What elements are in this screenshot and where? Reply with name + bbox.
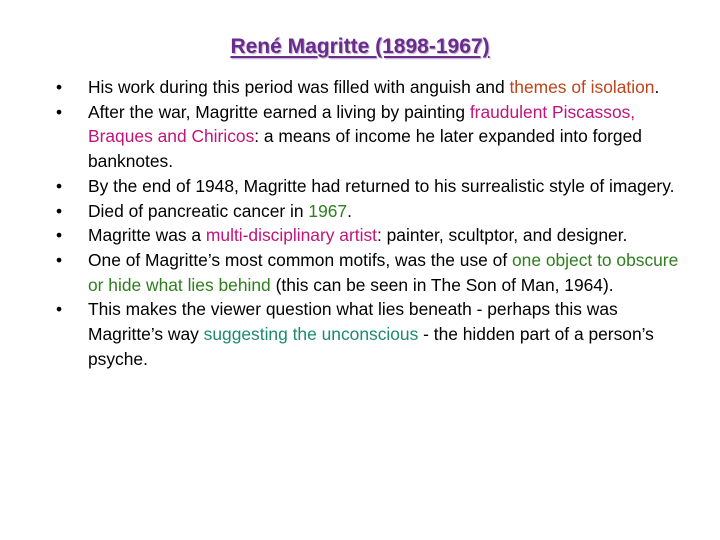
bullet-dot-icon: • xyxy=(56,249,63,270)
bullet-text: - the hidden part of a person’s psyche. xyxy=(88,324,654,369)
bullet-text: This makes the viewer question what lies beneath - perhaps this was Magritte’s way xyxy=(88,299,618,345)
bullet-text: By the end of 1948, Magritte had returned to his surrealistic style of imagery. xyxy=(88,175,675,196)
bullet-dot-icon: • xyxy=(56,175,63,196)
bullet-item xyxy=(54,174,694,199)
bullet-text: His work during this period was filled with anguish and xyxy=(88,77,510,97)
bullet-list xyxy=(54,75,694,371)
highlight-text: one object to obscure or hide what lies behind xyxy=(88,249,679,295)
bullet-text: Died of pancreatic cancer in xyxy=(88,200,309,221)
bullet-dot-icon: • xyxy=(56,225,63,246)
bullet-text: Magritte was a xyxy=(88,225,206,246)
bullet-dot-icon: • xyxy=(56,200,63,221)
bullet-text: : a means of income he later expanded into forged banknotes. xyxy=(88,126,642,172)
bullet-text: After the war, Magritte earned a living by painting xyxy=(88,101,470,122)
bullet-item xyxy=(54,223,694,248)
bullet-dot-icon: • xyxy=(56,77,63,97)
bullet-text: One of Magritte’s most common motifs, was the use of xyxy=(88,249,512,270)
bullet-dot-icon: • xyxy=(56,101,63,122)
bullet-text: : painter, scultptor, and designer. xyxy=(376,225,628,246)
bullet-item xyxy=(54,199,694,224)
bullet-item xyxy=(54,248,694,297)
bullet-item xyxy=(54,100,694,174)
bullet-text: (this can be seen in The Son of Man, 1964). xyxy=(270,274,614,295)
bullet-item xyxy=(54,75,694,100)
bullet-item xyxy=(54,297,694,371)
highlight-text: themes of isolation xyxy=(509,77,655,97)
highlight-text: fraudulent Piscassos, Braques and Chiricos xyxy=(88,101,636,147)
bullet-dot-icon: • xyxy=(56,299,63,320)
highlight-text: suggesting the unconscious xyxy=(203,324,419,345)
bullet-text: . xyxy=(654,77,660,97)
slide-title: René Magritte (1898-1967) xyxy=(230,35,490,58)
highlight-text: 1967 xyxy=(308,200,348,221)
bullet-text: . xyxy=(347,200,352,221)
highlight-text: multi-disciplinary artist xyxy=(205,225,377,246)
